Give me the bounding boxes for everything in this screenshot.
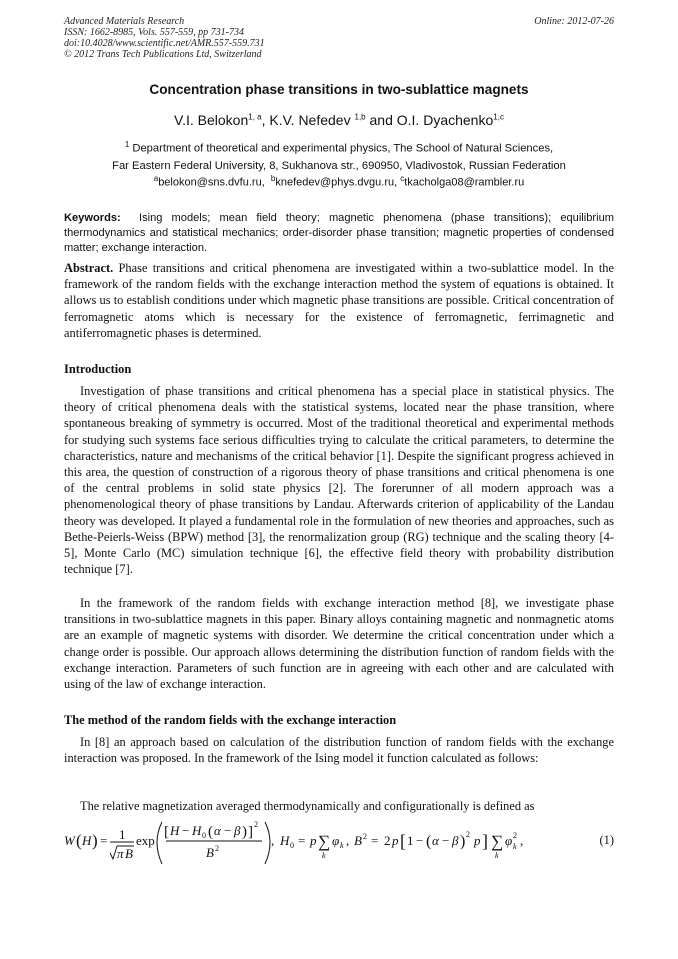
eq-h0: H bbox=[192, 823, 202, 838]
method-heading: The method of the random fields with the exchange interaction bbox=[64, 713, 397, 727]
eq-sum-index: k bbox=[322, 851, 326, 860]
eq-paren: ) bbox=[92, 831, 98, 850]
author-sup: 1, a bbox=[248, 112, 262, 122]
eq-sum: ∑ bbox=[318, 832, 331, 851]
eq-two: 2 bbox=[384, 833, 391, 848]
eq-sup-2: 2 bbox=[254, 820, 258, 829]
eq-one: 1 bbox=[407, 833, 414, 848]
affiliation-line-1 bbox=[64, 140, 614, 155]
doi-line: doi:10.4028/www.scientific.net/AMR.557-559.731 bbox=[64, 38, 265, 49]
equation-formula bbox=[64, 818, 584, 866]
affiliation-text: Department of theoretical and experimental physics, The School of Natural Sciences, bbox=[132, 142, 554, 155]
keywords-text: Ising models; mean field theory; magnetic phenomena (phase transitions); equilibrium thermodynamics and statistical mechanics; order-disorder phase transition; magnetic properties of condensed matter; exchange interaction. bbox=[64, 212, 614, 254]
eq-sum: ∑ bbox=[491, 832, 504, 851]
affiliation-sup: 1 bbox=[124, 140, 130, 149]
email-address[interactable]: belokon@sns.dvfu.ru, bbox=[158, 176, 265, 189]
eq-equals: = bbox=[298, 833, 306, 848]
eq-bracket: [ bbox=[164, 824, 169, 840]
email-sup: a bbox=[153, 174, 159, 183]
email-sup: b bbox=[270, 174, 276, 183]
eq-equals: = bbox=[100, 833, 108, 848]
eq-sub-k: k bbox=[340, 841, 344, 850]
abstract-text: Phase transitions and critical phenomena are investigated within a two-sublattice model. In the framework of the random fields with the exchange interaction method the system of equations is obtained. It allows us to establish conditions under which magnetic phase transitions are possible. Critical concentration of ferromagnetic atoms which is necessary for the existence of ferromagnetic, ferrimagnetic and antiferromagnetic phases is determined. bbox=[64, 261, 614, 340]
eq-sup-2: 2 bbox=[215, 844, 219, 853]
eq-sub-0: 0 bbox=[290, 841, 294, 850]
eq-big-paren-left bbox=[157, 822, 162, 864]
eq-sup-2: 2 bbox=[363, 832, 367, 841]
eq-big-paren-right bbox=[265, 822, 270, 864]
copyright-line: © 2012 Trans Tech Publications Ltd, Switzerland bbox=[64, 49, 262, 60]
eq-h: H bbox=[82, 833, 92, 848]
affiliation-line-2: Far Eastern Federal University, 8, Sukhanova str., 690950, Vladivostok, Russian Federation bbox=[112, 160, 566, 172]
eq-beta: β bbox=[234, 823, 241, 838]
keywords-block bbox=[64, 211, 614, 256]
eq-sub-0: 0 bbox=[202, 831, 206, 840]
introduction-heading: Introduction bbox=[64, 362, 132, 376]
author-sup: 1,c bbox=[493, 112, 504, 122]
eq-b: B bbox=[206, 845, 214, 860]
email-address[interactable]: knefedev@phys.dvgu.ru, bbox=[275, 176, 398, 189]
journal-name: Advanced Materials Research bbox=[64, 16, 185, 27]
paper-title: Concentration phase transitions in two-sublattice magnets bbox=[149, 82, 529, 97]
equation-number: (1) bbox=[599, 833, 614, 847]
eq-sum-index: k bbox=[495, 851, 499, 860]
eq-sup-2: 2 bbox=[513, 831, 517, 840]
eq-sup-2: 2 bbox=[466, 830, 470, 839]
author-name: V.I. Belokon bbox=[174, 112, 249, 128]
eq-comma: , bbox=[520, 833, 524, 848]
author-sup: 1,b bbox=[354, 112, 366, 122]
eq-h: H bbox=[170, 823, 180, 838]
eq-p: p bbox=[392, 833, 399, 848]
author-name: O.I. Dyachenko bbox=[396, 112, 494, 128]
eq-comma: , bbox=[346, 833, 350, 848]
abstract-block bbox=[64, 260, 614, 341]
eq-beta: β bbox=[452, 833, 459, 848]
online-date: Online: 2012-07-26 bbox=[534, 16, 614, 27]
issn-line: ISSN: 1662-8985, Vols. 557-559, pp 731-734 bbox=[64, 27, 244, 38]
eq-alpha: α bbox=[432, 833, 439, 848]
eq-alpha: α bbox=[214, 823, 221, 838]
eq-paren: ( bbox=[426, 833, 432, 850]
email-address[interactable]: tkacholga08@rambler.ru bbox=[404, 176, 525, 189]
eq-paren: ( bbox=[208, 824, 213, 840]
journal-header bbox=[64, 16, 265, 60]
eq-w: W bbox=[64, 833, 75, 848]
eq-minus: − bbox=[182, 823, 190, 838]
eq-phi: φ bbox=[332, 833, 340, 848]
eq-equals: = bbox=[371, 833, 379, 848]
introduction-paragraph-1: Investigation of phase transitions and critical phenomena has a special place in statistical physics. The theory of critical phenomena deals with the statistical systems, located near the phase transition, where spontaneous breaking of symmetry is occurred. Most of the traditional theoretical and experimental methods for studying such systems face serious difficulties trying to calculate the critical parameters, to determine the characteristics, nature and mechanisms of the critical behavior [1]. Despite the significant progress achieved in this area, the question of construction of a rigorous theory of phase transitions and critical phenomena is one of the central problems in solid state physics [2]. The forerunner of all modern approach was a phenomenological theory of phase transitions by Landau. Afterwards criterion of applicability of the Landau theory was developed. It played a fundamental role in the formulation of new theories and approaches, such as Bethe-Peierls-Weiss (BPW) method [3], the renormalization group (RG) technique and the scaling theory [4-5], Monte Carlo (MC) simulation technique [6], the effective field theory with probability distribution technique [7]. bbox=[64, 384, 614, 577]
author-list bbox=[64, 112, 614, 128]
eq-paren: ) bbox=[242, 824, 247, 840]
method-paragraph-1: In [8] an approach based on calculation of the distribution function of random fields with the exchange interaction was proposed. In the framework of the Ising model it function calculated as follows: bbox=[64, 735, 614, 766]
email-sup: c bbox=[400, 174, 405, 183]
eq-one: 1 bbox=[119, 827, 126, 842]
eq-paren: ( bbox=[76, 831, 82, 850]
eq-p: p bbox=[310, 833, 317, 848]
eq-phi: φ bbox=[505, 833, 513, 848]
eq-h0: H bbox=[280, 833, 290, 848]
method-paragraph-2: The relative magnetization averaged thermodynamically and configurationally is defined as bbox=[80, 799, 535, 813]
abstract-label: Abstract. bbox=[64, 261, 114, 275]
eq-bracket: ] bbox=[248, 824, 253, 840]
eq-pi: π bbox=[117, 846, 124, 861]
email-list bbox=[64, 174, 614, 189]
eq-p: p bbox=[474, 833, 481, 848]
introduction-paragraph-2: In the framework of the random fields with exchange interaction method [8], we investigate phase transitions in two-sublattice magnets in this paper. Binary alloys containing magnetic and nonmagnetic atoms are an example of magnetic systems with disorder. We determine the critical concentration under which a change order is possible. Our approach allows determining the distribution function of random fields with the exchange interaction. Parameters of such function are in agreeing with each other and are calculated with using of the law of exchange interaction. bbox=[64, 596, 614, 692]
eq-exp: exp bbox=[136, 833, 155, 848]
equation-1 bbox=[64, 818, 614, 866]
eq-comma: , bbox=[271, 833, 275, 848]
eq-b: B bbox=[125, 846, 133, 861]
eq-sub-k: k bbox=[513, 842, 517, 851]
eq-paren: ) bbox=[460, 833, 466, 850]
eq-minus: − bbox=[224, 823, 232, 838]
author-name: K.V. Nefedev bbox=[269, 112, 351, 128]
eq-minus: − bbox=[416, 833, 424, 848]
eq-bracket: [ bbox=[400, 831, 406, 851]
eq-b: B bbox=[354, 833, 362, 848]
author-separator: and bbox=[365, 112, 397, 128]
author-separator: , bbox=[261, 112, 270, 128]
keywords-label: Keywords: bbox=[64, 212, 121, 224]
eq-minus: − bbox=[442, 833, 450, 848]
eq-bracket: ] bbox=[482, 831, 488, 851]
